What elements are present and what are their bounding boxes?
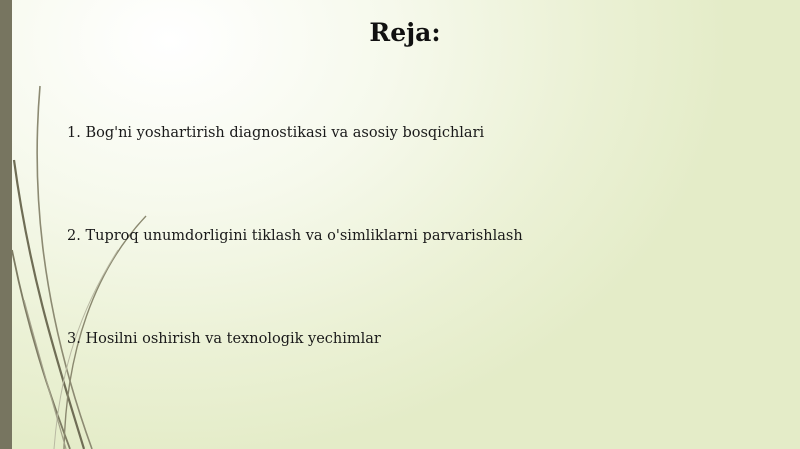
slide-title: Reja: bbox=[369, 18, 441, 47]
plan-item-2: 2. Tuproq unumdorligini tiklash va o'simliklarni parvarishlash bbox=[67, 228, 523, 244]
grass-stalks-decoration bbox=[0, 0, 160, 449]
grass-stalk bbox=[54, 250, 118, 449]
plan-item-3: 3. Hosilni oshirish va texnologik yechimlar bbox=[67, 331, 381, 347]
plan-item-1: 1. Bog'ni yoshartirish diagnostikasi va asosiy bosqichlari bbox=[67, 125, 485, 141]
grass-stalk bbox=[24, 300, 66, 449]
